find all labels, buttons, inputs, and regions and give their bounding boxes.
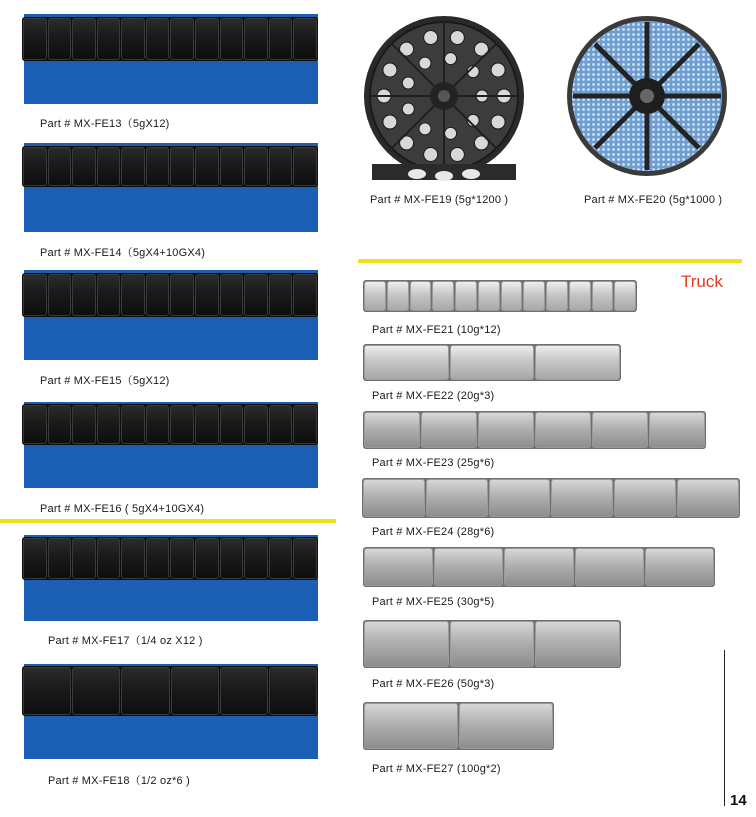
weight-segment <box>364 412 420 448</box>
weight-segment <box>48 405 72 444</box>
weight-segment <box>504 548 573 586</box>
weight-segment <box>410 281 432 311</box>
weight-segment <box>501 281 523 311</box>
weight-segment <box>97 538 121 579</box>
weight-segment <box>170 405 194 444</box>
weight-strip <box>363 411 706 449</box>
part-caption: Part # MX-FE27 (100g*2) <box>372 763 501 775</box>
weight-strip <box>22 666 318 716</box>
part-caption: Part # MX-FE19 (5g*1200 ) <box>370 194 509 206</box>
weight-segment <box>23 538 47 579</box>
part-caption: Part # MX-FE20 (5g*1000 ) <box>584 194 723 206</box>
weight-segment <box>72 667 120 715</box>
weight-segment <box>269 667 317 715</box>
weight-segment <box>220 538 244 579</box>
weight-segment <box>592 281 614 311</box>
weight-segment <box>121 405 145 444</box>
section-heading: Truck <box>681 272 723 291</box>
weight-segment <box>170 538 194 579</box>
weight-segment <box>293 18 317 60</box>
weight-segment <box>121 538 145 579</box>
weight-segment <box>48 18 72 60</box>
part-caption: Part # MX-FE24 (28g*6) <box>372 526 495 538</box>
weight-segment <box>426 479 488 517</box>
weight-strip <box>363 280 637 312</box>
part-caption: Part # MX-FE15（5gX12) <box>40 375 170 387</box>
weight-segment <box>170 18 194 60</box>
weight-segment <box>387 281 409 311</box>
part-caption: Part # MX-FE16 ( 5gX4+10GX4) <box>40 503 205 515</box>
weight-segment <box>450 621 535 667</box>
weight-segment <box>72 18 96 60</box>
weight-segment <box>23 667 71 715</box>
weight-segment <box>23 405 47 444</box>
weight-segment <box>364 621 449 667</box>
margin-rule <box>724 650 725 806</box>
weight-segment <box>363 479 425 517</box>
weight-segment <box>195 274 219 316</box>
weight-segment <box>450 345 535 380</box>
weight-segment <box>171 667 219 715</box>
weight-segment <box>489 479 551 517</box>
weight-segment <box>72 274 96 316</box>
page-number: 14 <box>730 792 747 809</box>
weight-segment <box>121 667 169 715</box>
weight-segment <box>478 281 500 311</box>
reel-dark-image <box>362 14 526 182</box>
weight-strip <box>22 537 318 580</box>
weight-segment <box>195 18 219 60</box>
weight-segment <box>23 147 47 186</box>
weight-strip <box>22 17 318 61</box>
section-divider <box>358 259 742 263</box>
weight-segment <box>97 405 121 444</box>
weight-segment <box>614 479 676 517</box>
weight-segment <box>195 405 219 444</box>
weight-segment <box>293 147 317 186</box>
part-caption: Part # MX-FE18（1/2 oz*6 ) <box>48 775 190 787</box>
part-caption: Part # MX-FE25 (30g*5) <box>372 596 495 608</box>
weight-segment <box>421 412 477 448</box>
weight-segment <box>546 281 568 311</box>
section-divider <box>0 519 336 523</box>
weight-segment <box>97 147 121 186</box>
weight-segment <box>535 345 620 380</box>
weight-segment <box>220 274 244 316</box>
weight-segment <box>97 274 121 316</box>
weight-segment <box>146 405 170 444</box>
part-caption: Part # MX-FE14（5gX4+10GX4) <box>40 247 206 259</box>
weight-segment <box>535 412 591 448</box>
part-caption: Part # MX-FE23 (25g*6) <box>372 457 495 469</box>
weight-segment <box>293 274 317 316</box>
weight-segment <box>614 281 636 311</box>
weight-strip <box>363 547 715 587</box>
weight-segment <box>23 18 47 60</box>
weight-segment <box>523 281 545 311</box>
weight-segment <box>244 538 268 579</box>
weight-segment <box>195 538 219 579</box>
weight-segment <box>72 538 96 579</box>
weight-segment <box>269 274 293 316</box>
weight-strip <box>363 620 621 668</box>
weight-segment <box>269 18 293 60</box>
weight-strip <box>363 702 554 750</box>
weight-segment <box>195 147 219 186</box>
weight-strip <box>22 273 318 317</box>
weight-segment <box>677 479 739 517</box>
weight-segment <box>478 412 534 448</box>
weight-segment <box>244 147 268 186</box>
weight-segment <box>244 405 268 444</box>
weight-segment <box>364 548 433 586</box>
weight-segment <box>97 18 121 60</box>
weight-segment <box>72 405 96 444</box>
weight-segment <box>170 147 194 186</box>
weight-segment <box>220 18 244 60</box>
weight-segment <box>121 18 145 60</box>
weight-segment <box>244 274 268 316</box>
weight-segment <box>23 274 47 316</box>
part-caption: Part # MX-FE13（5gX12) <box>40 118 170 130</box>
part-caption: Part # MX-FE22 (20g*3) <box>372 390 495 402</box>
weight-segment <box>293 538 317 579</box>
weight-segment <box>649 412 705 448</box>
weight-segment <box>569 281 591 311</box>
weight-segment <box>551 479 613 517</box>
weight-segment <box>455 281 477 311</box>
weight-segment <box>48 147 72 186</box>
weight-segment <box>72 147 96 186</box>
weight-segment <box>220 667 268 715</box>
weight-segment <box>269 538 293 579</box>
weight-strip <box>362 478 740 518</box>
part-caption: Part # MX-FE17（1/4 oz X12 ) <box>48 635 203 647</box>
weight-segment <box>220 147 244 186</box>
part-caption: Part # MX-FE21 (10g*12) <box>372 324 501 336</box>
weight-segment <box>48 538 72 579</box>
weight-segment <box>575 548 644 586</box>
weight-segment <box>170 274 194 316</box>
part-caption: Part # MX-FE26 (50g*3) <box>372 678 495 690</box>
weight-segment <box>364 703 458 749</box>
weight-segment <box>220 405 244 444</box>
weight-segment <box>146 147 170 186</box>
weight-strip <box>22 146 318 187</box>
weight-segment <box>293 405 317 444</box>
weight-segment <box>434 548 503 586</box>
weight-segment <box>535 621 620 667</box>
weight-segment <box>121 274 145 316</box>
weight-segment <box>121 147 145 186</box>
reel-blue-image <box>566 12 728 180</box>
weight-segment <box>244 18 268 60</box>
weight-segment <box>146 18 170 60</box>
weight-segment <box>432 281 454 311</box>
weight-segment <box>592 412 648 448</box>
weight-segment <box>364 281 386 311</box>
weight-segment <box>459 703 553 749</box>
weight-segment <box>48 274 72 316</box>
weight-segment <box>645 548 714 586</box>
weight-segment <box>269 405 293 444</box>
weight-segment <box>364 345 449 380</box>
weight-segment <box>146 538 170 579</box>
weight-segment <box>269 147 293 186</box>
weight-strip <box>22 404 318 445</box>
weight-segment <box>146 274 170 316</box>
weight-strip <box>363 344 621 381</box>
